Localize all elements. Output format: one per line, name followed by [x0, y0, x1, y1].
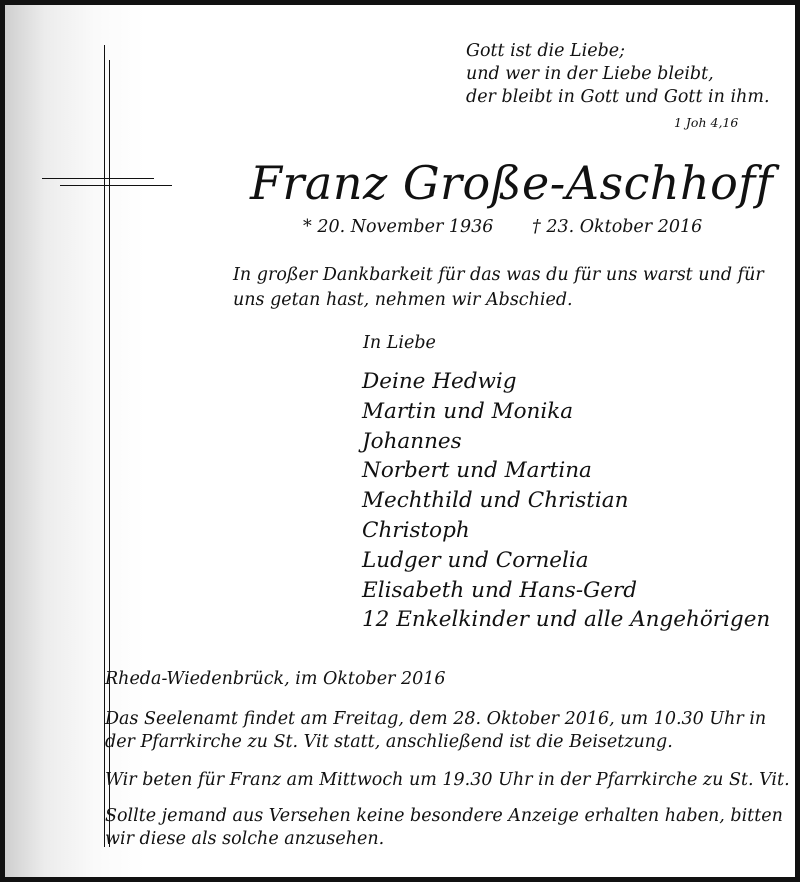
- cross-icon-horizontal-line: [42, 178, 154, 179]
- paragraph-line: Wir beten für Franz am Mittwoch um 19.30 Uhr in der Pfarrkirche zu St. Vit.: [105, 770, 790, 790]
- verse-line: und wer in der Liebe bleibt,: [466, 64, 714, 84]
- mourner-name: 12 Enkelkinder und alle Angehörigen: [362, 607, 771, 633]
- mourner-name: Elisabeth und Hans-Gerd: [362, 577, 638, 603]
- cross-icon-horizontal-line-inner: [60, 185, 172, 186]
- thanks-line: In großer Dankbarkeit für das was du für uns warst und für: [233, 265, 764, 285]
- in-love-label: In Liebe: [363, 333, 436, 353]
- verse-reference: 1 Joh 4,16: [674, 115, 739, 130]
- verse-line: der bleibt in Gott und Gott in ihm.: [466, 87, 770, 107]
- mourner-name: Deine Hedwig: [362, 369, 517, 394]
- deceased-name: Franz Große-Aschhoff: [250, 156, 774, 210]
- birth-date: * 20. November 1936: [303, 217, 494, 237]
- mourner-name: Norbert und Martina: [362, 458, 592, 484]
- mourner-name: Ludger und Cornelia: [362, 547, 589, 573]
- death-date: † 23. Oktober 2016: [532, 217, 703, 237]
- mourner-name: Christoph: [362, 517, 470, 543]
- mourner-name: Mechthild und Christian: [362, 488, 629, 514]
- thanks-line: uns getan hast, nehmen wir Abschied.: [233, 290, 573, 310]
- requiem-info: [105, 708, 766, 754]
- place-and-date: Rheda-Wiedenbrück, im Oktober 2016: [105, 669, 446, 689]
- paragraph-line: Sollte jemand aus Versehen keine besondere Anzeige erhalten haben, bitten: [105, 806, 783, 826]
- notice-disclaimer: [105, 805, 783, 851]
- bible-verse: [466, 40, 770, 109]
- thanks-text: [233, 263, 773, 313]
- paragraph-line: wir diese als solche anzusehen.: [105, 829, 385, 849]
- verse-line: Gott ist die Liebe;: [466, 41, 626, 61]
- prayer-info: [105, 769, 790, 792]
- mourner-name: Johannes: [362, 428, 462, 454]
- paragraph-line: der Pfarrkirche zu St. Vit statt, anschließend ist die Beisetzung.: [105, 732, 673, 752]
- paragraph-line: Das Seelenamt findet am Freitag, dem 28. Oktober 2016, um 10.30 Uhr in: [105, 709, 767, 729]
- mourner-name: Martin und Monika: [362, 398, 574, 424]
- mourners-list: [362, 367, 770, 635]
